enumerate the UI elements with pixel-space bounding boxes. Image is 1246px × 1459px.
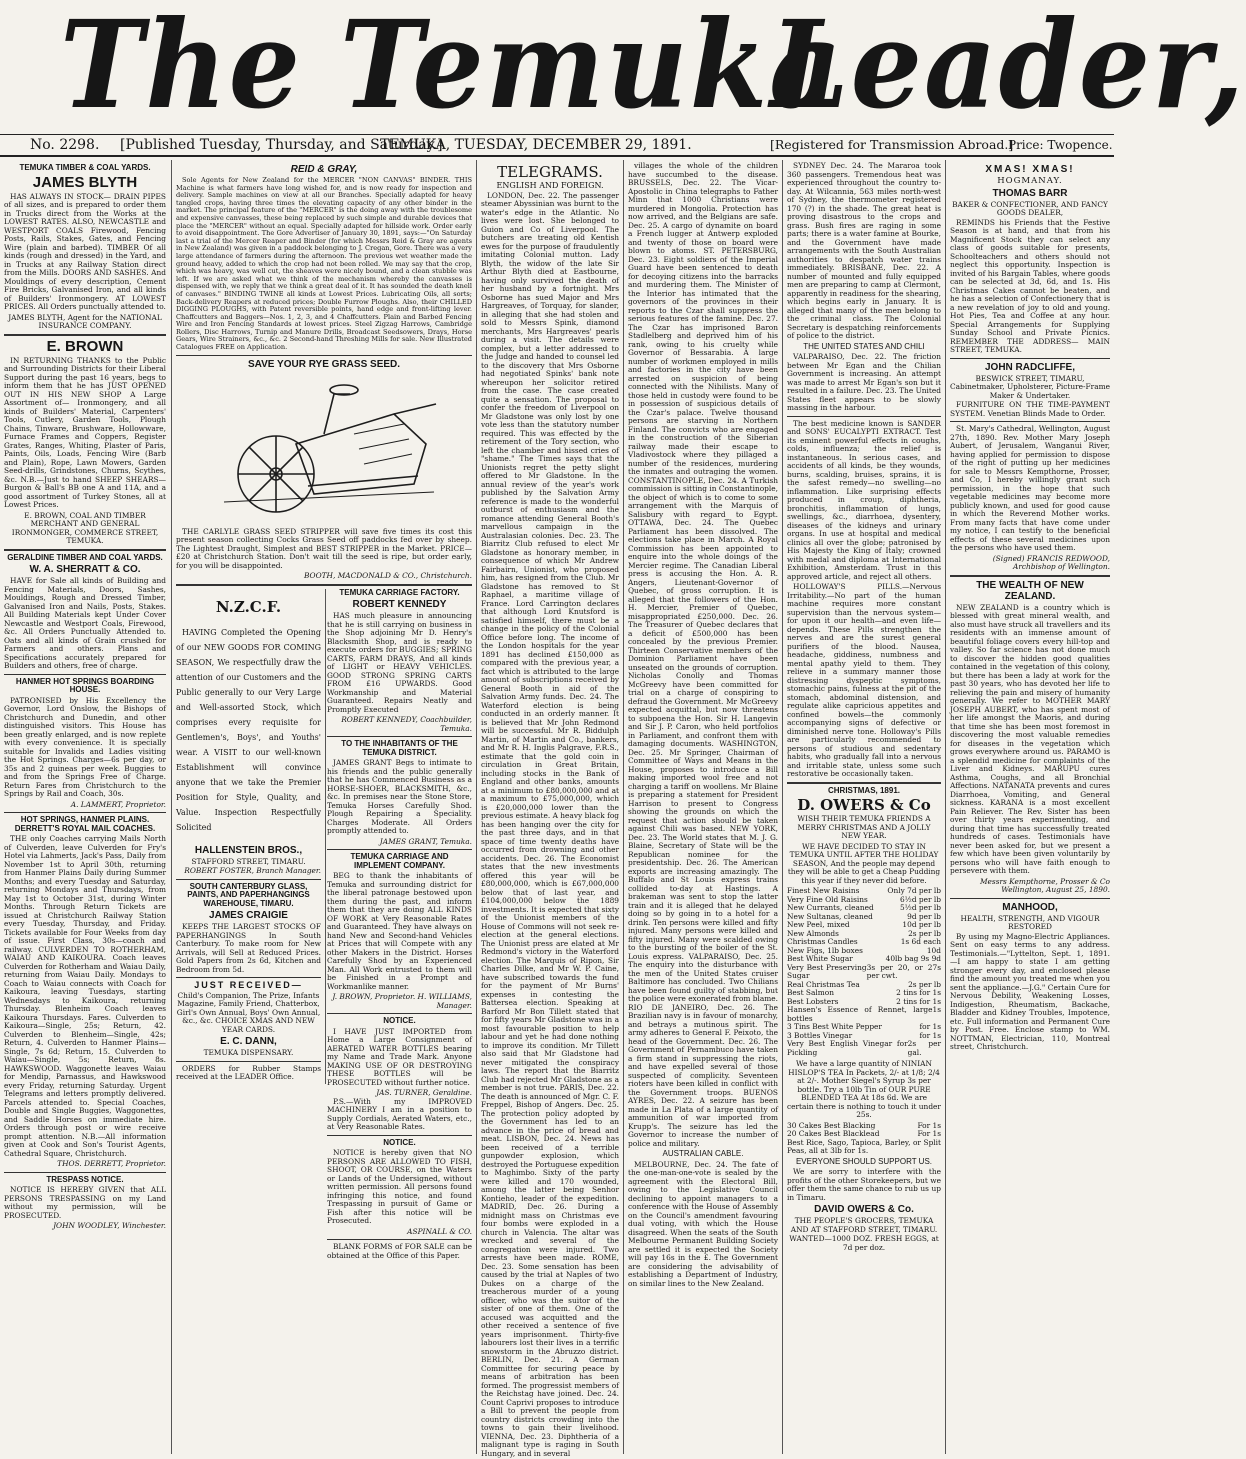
trespass-body: NOTICE IS HEREBY GIVEN that ALL PERSONS TRESPASSING on my Land without my permission, will be PROSECUTED. xyxy=(4,1185,166,1220)
price-value: 2s per lb xyxy=(908,979,941,989)
radcliffe-body: FURNITURE ON THE TIME-PAYMENT SYSTEM. Venetian Blinds Made to Order. xyxy=(950,400,1110,418)
hanmer-body: PATRONISED by His Excellency the Governor, Lord Onslow, the Bishops of Christchurch and Dunedin, and other distinguished visitors. This House has been greatly enlarged, and is now replete with every convenience. It is specially suitable for Invalids and Ladies visiting the Hot Springs. Charges—6s per day, or 35s and 2 guineas per week. Buggies to and from the Springs Free of Charge. Return Fares from Christchurch to the Springs by Rail and Coach, 30s. xyxy=(4,695,166,798)
price-item: New Peel, mixed xyxy=(787,920,850,929)
price-value: 5½d per lb xyxy=(899,903,941,912)
sherratt-body: HAVE for Sale all kinds of Building and Fencing Materials, Doors, Sashes, Mouldings, Rough and Dressed Timber, Galvanised Iron and Nails, Posts, Stakes. All Building Materials kept Under Cover Newcastle and Westport Coals, Firewood, &c. All Orders Punctually Attended to. Oats and all kinds of Grain crushed for Farmers and others. Plans and Specifications accurately prepared for Builders and others, free of charge. xyxy=(4,576,166,670)
price-value: 2s per lb xyxy=(908,928,941,938)
owers-stay-notice: WE HAVE DECIDED TO STAY IN TEMUKA UNTIL AFTER THE HOLIDAY SEASON, And the people may depend they will be able to get a Cheap Pudding this year if they never did before. xyxy=(787,841,941,885)
blyth-body: HAS ALWAYS IN STOCK— DRAIN PIPES of all sizes, and is prepared to order them in Trucks direct from the Works at the LOWEST RATES. ALSO, NEWCASTLE and WESTPORT COALS Firewood, Fencing Posts, Rails, Stakes, Gates, and Fencing Wire (plain and barbed). TIMBER Of all kinds (rough and dressed) in the Yard, and in Trucks at any Railway Station direct from the Mills. DOORS AND SASHES. And Mouldings of every description, Cement Fire Bricks, Galvanised Iron, and all kinds of Builders' Ironmongery. AT LOWEST PRICES. All Orders punctually attended to. xyxy=(4,191,166,311)
masthead-title-leader: Leader, xyxy=(770,0,1246,137)
radcliffe-subheading: BESWICK STREET, TIMARU, Cabinetmaker, Upholsterer, Picture-Frame Maker & Undertaker. xyxy=(950,373,1110,400)
owers2-address: THE PEOPLE'S GROCERS, TEMUKA AND AT STAFFORD STREET, TIMARU. xyxy=(790,1216,938,1234)
divider xyxy=(787,416,941,417)
column-rule xyxy=(945,160,946,1454)
divider xyxy=(4,549,166,551)
wealth-body: NEW ZEALAND is a country which is blessed with great mineral wealth, and also must have struck all travellers and its residents with an immense amount of beautiful foliage covers every hill-top and valley. So far science has not done much to discover the hidden good qualities contained in the vegetation of this colony, but there has been a lady at work for the past 30 years, who has devoted her life to relieving the pain and misery of humanity generally. We refer to MOTHER MARY JOSEPH AUBERT, who has spent most of her life amongst the Maoris, and during that time she has been most foremost in discovering the most valuable remedies for diseases in the vegetation which grows everywhere around us. PARAMO is a splendid medicine for complaints of the Liver and Kidneys. MARUPU cures Asthma, Coughs, and all Bronchial Affections. NATANATA prevents and cures Diarrhoea, Vomiting, and General sickness. KARANA is a most excellent Pain Reliever. The Rev. Sister has been over thirty years experimenting, and during that time has successfully treated hundreds of cases. Testimonials have never been asked for, but we present a few which have been given voluntarily by persons who will have faith enough to persevere with them. xyxy=(950,602,1110,875)
brown-body: IN RETURNING THANKS to the Public and Surrounding Districts for their Liberal Support during the past 16 years, begs to inform them that he has JUST OPENED OUT IN HIS NEW SHOP A Large Assortment of— Ironmongery, and all kinds of Builders' Material, Carpenters' Tools, Cutlery, Garden Tools, Plough Chains, Tinware, Brushware, Hollowware, Furnace Frames and Coppers, Register Grates, Ranges, Whiting, Plaster of Paris, Paints, Oils, Loads, Fencing Wire (Barb and Plain), Rope, Lawn Mowers, Garden Seed-drills, Grindstones, Churns, Scythes, &c. N.B.—Just to hand SHEEP SHEARS— Burgon & Ball's BB one A and 11A, and a good assortment of Turkey Stones, all at Lowest Prices. xyxy=(4,355,166,509)
save-seed-heading: SAVE YOUR RYE GRASS SEED. xyxy=(247,358,401,370)
column-3-block xyxy=(327,589,472,1261)
chili-body: VALPARAISO, Dec. 22. The friction between Mr Egan and the Chilian Government is increasing. An attempt was made to arrest Mr Egan's son but it resulted in a failure. Dec. 23. The United States fleet appears to be slowly massing in the harbour. xyxy=(787,352,941,412)
price-list xyxy=(787,887,941,1057)
price-item: New Sultanas, cleaned xyxy=(787,911,873,921)
column-rule xyxy=(782,160,783,1454)
column-6 xyxy=(787,162,941,1452)
price-value: 1s xyxy=(932,1005,941,1014)
archbishop-letter: St. Mary's Cathedral, Wellington, August 27th, 1890. Rev. Mother Mary Joseph Aubert, of Jerusalem, Wanganui River, having applied for permission to dispose of the right of putting up her medicines for sale to Messrs Kempthorne, Prosser, and Co, I hereby willingly grant such permission, in the hope that such vegetable medicines may become more publicly known, and used for good cause in which the Reverend Mother works. From many facts that have come under my notice, I can testify to the beneficial effects of these several medicines upon the persons who have used them. xyxy=(950,424,1110,552)
coach-body: THE only Coaches carrying Mails North of Culverden, leave Culverden for Fry's Hotel via Lahmerts, Jack's Pass, Daily from November 1st to April 30th, returning from Hanmer Plains Daily during Summer Months; and every Tuesday and Saturday, returning Mondays and Thursdays, from May 1st to October 31st, during Winter Months. Through Return Tickets are issued at Christchurch Railway Station every Tuesday, Thursday, and Friday. Tickets available for Four Weeks from day of issue. First Class, 30s—coach and railway. CULVERDEN TO ROTHERHAM, WAIAU AND KAIKOURA. Coach leaves Culverden for Rotherham and Waiau Daily, returning from Waiau Daily. Mondays to Coach to Waiau connects with Coach for Kaikoura, leaving Tuesdays, starting Wednesdays to Kaikoura, returning Thursday. Blenheim Coach leaves Kaikoura Thursdays. Fares. Culverden to Kaikoura—Single, 25s; Return, 42. Culverden to Blenheim—Single, 42s; Return, 4. Culverden to Hanmer Plains—Single, 7s 6d; Return, 15. Culverden to Waiau—Single, 5s; Return, 8s. HAWKSWOOD. Waggonette leaves Waiau for Mendip, Parnassus, and Hawkswood every Friday, returning Saturday. Urgent Telegrams and letters promptly delivered. Parcels attended to. Special Coaches, Double and Single Buggies, Waggonettes, and Saddle Horses on immediate hire. Orders through post or wire receive prompt attention. N.B.—All information given at Cook and Son's Tourist Agents, Cathedral Square, Christchurch. xyxy=(4,834,166,1158)
chili-heading: THE UNITED STATES AND CHILI xyxy=(803,341,925,351)
seed-stripper-illustration xyxy=(204,374,444,524)
masthead xyxy=(0,0,1246,137)
grant-signature: JAMES GRANT, Temuka. xyxy=(379,836,472,846)
grant-body: JAMES GRANT Begs to intimate to his friends and the public generally that he has Commenced Business as a HORSE-SHOER, BLACKSMITH, &c., &c. In premises near the Stone Store, Temuka Horses Carefully Shod. Plough Repairing a Speciality. Charges Moderate. All Orders promptly attended to. xyxy=(327,758,472,836)
masthead-title-the: The xyxy=(60,0,303,137)
grant-heading: TO THE INHABITANTS OF THE TEMUKA DISTRICT. xyxy=(341,739,458,757)
price-item: Best Rice, Sago, Tapioca, Barley, or Split Peas, all at 3lb for 1s. xyxy=(787,1137,941,1155)
bottles-notice-ps: P.S.—With my IMPROVED MACHINERY I am in a position to Supply Cordials, Aerated Waters, etc., at Very Reasonable Rates. xyxy=(327,1096,472,1132)
price-value: 1s 6d each xyxy=(900,937,941,946)
trespass-fishing-body: NOTICE is hereby given that NO PERSONS ARE ALLOWED TO FISH, SHOOT, OR COURSE, on the Waters or Lands of the Undersigned, without written permission. All persons found infringing this notice, and found Trespassing in pursuit of Game or Fish after this notice will be Prosecuted. xyxy=(327,1148,472,1226)
owers-greeting: WISH THEIR TEMUKA FRIENDS A MERRY CHRISTMAS AND A JOLLY NEW YEAR. xyxy=(797,814,931,840)
price-row xyxy=(787,1006,941,1023)
divider xyxy=(327,1135,472,1136)
dann-subheading: TEMUKA DISPENSARY. xyxy=(203,1048,294,1058)
price-item: Very Best Preserving Sugar xyxy=(787,962,867,980)
price-item: New Almonds xyxy=(787,928,839,938)
hogmanay-heading: HOGMANAY. xyxy=(997,176,1063,186)
price-value: 3s per 20, or 27s per cwt. xyxy=(866,962,941,980)
price-item: Best Salmon xyxy=(787,988,834,997)
divider xyxy=(176,584,472,586)
divider xyxy=(950,898,1110,899)
dateline xyxy=(0,134,1114,157)
hallenstein-heading: HALLENSTEIN BROS., xyxy=(194,844,303,856)
column-rule xyxy=(476,160,477,1454)
blyth-heading: TEMUKA TIMBER & COAL YARDS. xyxy=(19,163,151,172)
australian-cable-heading: AUSTRALIAN CABLE. xyxy=(662,1149,744,1158)
price-row xyxy=(787,1040,941,1057)
column-7 xyxy=(950,162,1110,1452)
masthead-title-temuka: Temuka xyxy=(340,0,844,137)
price-item: Very Fine Old Raisins xyxy=(787,894,868,904)
price-value: 2 tins for 1s xyxy=(896,996,941,1006)
barr-subheading: BAKER & CONFECTIONER, AND FANCY GOODS DEALER, xyxy=(952,199,1108,217)
divider xyxy=(4,1172,166,1173)
column-1 xyxy=(4,162,166,1452)
archbishop-signature: (Signed) FRANCIS REDWOOD, Archbishop of Wellington. xyxy=(992,553,1110,571)
nzcf-heading: N.Z.C.F. xyxy=(215,597,282,616)
coach-heading: HOT SPRINGS, HANMER PLAINS. DERRETT'S ROYAL MAIL COACHES. xyxy=(14,815,156,833)
implement-heading: TEMUKA CARRIAGE AND IMPLEMENT COMPANY. xyxy=(350,852,449,870)
price-row xyxy=(787,1139,941,1156)
price-value: 2 tins for 1s xyxy=(896,988,941,997)
trespass-heading: TRESPASS NOTICE. xyxy=(46,1174,124,1184)
kennedy-name: ROBERT KENNEDY xyxy=(352,599,447,611)
rubber-stamps-notice: ORDERS for Rubber Stamps received at the LEADER Office. xyxy=(176,1063,321,1082)
sydney-news-body: SYDNEY Dec. 24. The Mararoa took 360 passengers. Tremendous heat was experienced throughout the country to-day. At Wilcannia, 563 miles north-west of Sydney, the thermometer registered 170 (?) in the shade. The great heat is proving disastrous to the crops and grass. Bush fires are raging in some parts; there is a water famine at Bourke, and the Government have made arrangements with the South Australian authorities to despatch water trains immediately. BRISBANE, Dec. 22. A number of mounted and fully equipped men are preparing to camp at Clermont, apparently in readiness for the shearing, which begins early in January. It is alleged that many of the men belong to the criminal class. The Colonial Secretary is despatching reinforcements of police to the district. xyxy=(787,161,941,340)
price-item: Best Lobsters xyxy=(787,996,839,1006)
price-item: 20 Cakes Best Blacklead xyxy=(787,1129,880,1138)
coach-signature: THOS. DERRETT, Proprietor. xyxy=(57,1159,166,1168)
sander-advert: The best medicine known is SANDER and SONS' EUCALYPTI EXTRACT. Test its eminent powerful effects in coughs, colds, influenza; the relief is instantaneous. In serious cases, and accidents of all kinds, be they wounds, burns, scalding, bruises, sprains, it is the safest remedy—no swelling—no inflammation. Like surprising effects produced in croup, diphtheria, bronchitis, inflammation of lungs, swellings, &c., diarrhoea, dysentery, diseases of the kidneys and urinary organs. In use at hospital and medical clinics all over the globe; patronised by His Majesty the King of Italy; crowned with medal and diploma at International Exhibition, Amsterdam. Trust in this approved article, and reject all others. xyxy=(787,418,941,581)
price-item: New Figs, 1lb boxes xyxy=(787,945,863,955)
blyth-signature: JAMES BLYTH, Agent for the NATIONAL INSURANCE COMPANY. xyxy=(8,312,162,330)
price-item: Christmas Candles xyxy=(787,937,858,946)
price-value: 40lb bag 9s 9d xyxy=(885,954,941,963)
brown-name: E. BROWN xyxy=(46,337,124,355)
barr-name: THOMAS BARR xyxy=(992,187,1068,199)
telegrams-heading: TELEGRAMS. xyxy=(497,163,603,181)
publication-days: [Published Tuesday, Thursday, and Saturday.] xyxy=(120,137,443,153)
dann-heading: E. C. DANN, xyxy=(220,1036,277,1048)
price-value: For 1s xyxy=(917,1120,941,1130)
divider xyxy=(950,358,1110,359)
divider xyxy=(4,812,166,813)
wealth-signature: Messrs Kempthorne, Prosser & Co Wellington, August 25, 1890. xyxy=(979,876,1110,894)
price-value: Only 7d per lb xyxy=(887,886,941,895)
ninian-tea-notice: We have a large quantity of NINIAN HISLOP'S TEA In Packets, 2/- at 1/8; 2/4 at 2/-. Mother Siegel's Syrup 3s per bottle. Try a 10lb Tin of OUR PURE BLENDED TEA At 18s 6d. We are certain there is nothing to touch it under 25s. xyxy=(787,1059,941,1119)
price-item: Hansen's Essence of Rennet, large bottles xyxy=(787,1005,933,1023)
carlyle-body: THE CARLYLE GRASS SEED STRIPPER will save five times its cost this present season collecting Cocks Grass Seed off paddocks fed over by sheep. The Lightest Draught, Simplest and BEST STRIPPER in the Market. PRICE—£20 at Christchurch Station. Don't wait till the seed is ripe, but order early, for you will be disappointed. xyxy=(176,526,472,570)
price-value: for 1s xyxy=(919,1022,941,1031)
price-item: 3 Tins Best White Pepper xyxy=(787,1022,882,1031)
divider xyxy=(4,674,166,675)
price-value: 10d per lb xyxy=(902,920,941,929)
column-rule xyxy=(623,160,624,1454)
notice-heading: NOTICE. xyxy=(383,1137,416,1147)
blyth-name: JAMES BLYTH xyxy=(32,173,138,191)
price-item: Finest New Raisins xyxy=(787,886,860,895)
sherratt-heading: GERALDINE TIMBER AND COAL YARDS. xyxy=(7,552,163,562)
telegrams-body: LONDON, Dec. 22. The passenger steamer Abyssinian was burnt to the water's edge in the Atlantic. No lives were lost. She belonged to Guion and Co of Liverpool. The butchers are treating old Kentish ewes for the purpose of fraudulently imitating Colonial mutton. Lady Blyth, the widow of the late Sir Arthur Blyth died at Eastbourne, having only survived the death of her husband by a fortnight. Mrs Osborne has sued Major and Mrs Hargreaves, of Torquay, for slander, in alleging that she had stolen and sold to Messrs Spink, diamond merchants, Mrs Hargreaves' pearls during a visit. The details were complex, but a letter addressed to the Judge and handed to counsel led to the discovery that Mrs Osborne had negotiated Spinks' bank note whereupon her solicitor retired from the case. The case created quite a sensation. The proposal to confer the freedom of Liverpool on Mr Gladstone was only lost by one vote less than the statutory number required. This was effected by the retirement of the Tory section, who left the chamber and hissed cries of "shame." The Times says that the Unionists regret the petty slight offered to Mr Gladstone. In the annual review of the year's work published by the Salvation Army reference is made to the wonderful outburst of enthusiasm and the romance attending General Booth's marvellous campaign in the Australasian colonies. Dec. 23. The Biarritz Club refused to elect Mr Gladstone as honorary member, in consequence of which Mr Andrew Fairbairn, Unionist, who proposed him, has resigned from the Club. Mr Gladstone has removed to St Raphael, a maritime village of France. Lord Carrington declares that although Lord Knutsford is satisfied himself, there must be a change in the policy of the Colonial Office before long. The income of the London hospitals for the year 1891 has declined £150,000 as compared with the previous year, a fact which is attributed to the large amount of subscriptions received by General Booth in aid of the Salvation Army funds. Dec. 24. The Waterford election is being conducted in an orderly manner. It is believed that Mr John Redmond will be successful. Mr R. Biddulph Martin, of Martin and Co., bankers, and Mr R. H. Inglis Palgrave, F.R.S., estimate that the gold coin in circulation in Great Britain, including stocks in the Bank of England and other banks, amounts at a minimum to £80,000,000 and at a maximum to £75,000,000, which is £20,000,000 lower than the previous estimate. A heavy black fog has been hanging over the city for the past three days, and in that space of time twenty deaths have occurred from drowning and other accidents. Dec. 26. The Economist states that the new investments offered this year will be £80,000,000, which is £67,000,000 below that of last year, and £104,000,000 below the 1889 investments. It is expected that sixty of the Unionist members of the House of Commons will not seek re-election at the general elections. The Unionist press are elated at Mr Redmond's victory in the Waterford election. The Marquis of Ripon, Sir Charles Dilke, and Mr W. P. Caine, have subscribed towards the fund for the payment of Mr Burns' expenses in contesting the Battersea election. Speaking at Barford Mr Bon Tillett stated that for fifty years Mr Gladstone was in a most favourable position to help labour and yet he had done nothing to improve its condition. Mr Tillett also said that Mr Gladstone had never mitigated the conspiracy laws. The report that the Biarritz Club had rejected Mr Gladstone as a member is not true. PARIS, Dec. 22. The death is announced of Mgr. C. F. Freppel, Bishop of Angers. Dec. 25. The protection policy adopted by the Government has led to an advance in the price of bread and meat. LISBON, Dec. 24. News has been received of a terrible gunpowder explosion, which destroyed the Portuguese expedition to Maghimbo. Sixty of the party were killed and 170 wounded, among the latter being Senhor Kontieho, leader of the expedition. MADRID, Dec. 26. During a midnight mass on Christmas eve four bombs were exploded in a church in Valencia. The altar was wrecked and several of the congregation were injured. Two arrests have been made. ROME, Dec. 23. Some sensation has been caused by the trial at Naples of two Dukes on a charge of the treacherous murder of a young officer, who was the suitor of the sister of one of them. One of the accused was acquitted and the other received a sentence of five years imprisonment. Thirty-five labourers lost their lives in a terrific snowstorm in the Abruzzo district. BERLIN, Dec. 21. A German Committee for securing peace by means of arbitration has been formed. The progressist members of the Reichstag have joined. Dec. 24. Count Caprivi proposes to introduce a Bill to prevent the people from country districts crowding into the towns to gain their livelihood. VIENNA, Dec. 23. Diphtheria of a malignant type is raging in South Hungary, and in several xyxy=(481,190,619,1458)
divider xyxy=(176,879,321,880)
nzcf-body: HAVING Completed the Opening of our NEW GOODS FOR COMING SEASON, We respectfully draw the attention of our Customers and the Public generally to our Very Large and Well-assorted Stock, which comprises every requisite for Gentlemen's, Boys', and Youths' wear. A VISIT to our well-known Establishment will convince anyone that we take the Premier Position for Style, Quality, and Value. Inspection Respectfully Solicited xyxy=(176,627,321,832)
price-value: 6½d per lb xyxy=(899,894,941,904)
reid-gray-body: Sole Agents for New Zealand for the MERCER "NON CANVAS" BINDER. THIS Machine is what farmers have long wished for, and is now ready for inspection and delivery. Sample machines on view at all our Branches. Specially adapted for heavy tangled crops, having three times the elevating capacity of any other binder in the market. The principal feature of the "MERCER" is the doing away with the troublesome and expensive canvasses, these being replaced by such simple and durable devices that place the "MERCER" without an equal. Specially adapted for hillside work. Order early to avoid disappointment. The Gore Advertiser of January 30, 1891, says:—"On Saturday last a trial of the Mercer Reaper and Binder (for which Messrs Reid & Gray are agents in New Zealand) was given in a paddock belonging to J. Cregan, Gore. There was a very large attendance of farmers during the afternoon. The previous wet weather made the ground heavy, added to which the crop had not been rolled. We may say that the crop, which was heavy, was well cut, the sheaves were nicely bound, and a clean stubble was left. If we are asked what we think of the mechanism whereby the canvasses is dispensed with, we reply that we think a great deal of it. It has sounded the death knell of canvases." BINDING TWINE all kinds at Lowest Prices. Lubricating Oils, all sorts; Back-delivery Reapers at reduced prices; Double Furrow Ploughs. Also, their CHILLED DIGGING PLOUGHS, with Patent reversible points, hand edge and front-lifting lever. Chaffcutters and Baggers—Nos. 1, 2, 3, and 4 Chaffcutters. Plain and Barbed Fencing Wire and Iron Fencing Standards at lowest prices. Steel Zigzag Harrows, Cambridge Rollers, Disc Harrows, Turnip and Manure Drills, Broadcast Seedsowers, Drays, Horse Gears, Wire Strainers, &c., &c. 2 Second-hand Threshing Mills for sale. New Illustrated Catalogues FREE on Application. xyxy=(176,176,472,352)
column-telegrams xyxy=(481,162,619,1458)
divider xyxy=(327,1013,472,1014)
price-value: 10d xyxy=(926,945,941,955)
column-2 xyxy=(176,162,472,1452)
issue-date: TEMUKA, TUESDAY, DECEMBER 29, 1891. xyxy=(380,137,692,153)
divider xyxy=(787,782,941,784)
issue-price: Price: Twopence. xyxy=(1008,138,1113,152)
implement-body: BEG to thank the inhabitants of Temuka and surrounding district for the liberal patronage bestowed upon them during the past, and inform them that they are doing ALL KINDS OF WORK at Very Reasonable Rates and Guaranteed. They have always on hand New and Second-hand Vehicles at Prices that will Compete with any other Makers in the District. Horses Carefully Shod by an Experienced Man. All Work entrusted to them will be Finished in a Prompt and Workmanlike manner. xyxy=(327,871,472,991)
divider xyxy=(950,575,1110,577)
nzcf-block xyxy=(176,589,326,1084)
price-list-2 xyxy=(787,1122,941,1156)
column-5 xyxy=(628,162,778,1452)
wanted-eggs: WANTED—1000 DOZ. FRESH EGGS, at 7d per doz. xyxy=(789,1234,939,1252)
manhood-subheading: HEALTH, STRENGTH, AND VIGOUR RESTORED xyxy=(960,913,1100,931)
received-heading: JUST RECEIVED— xyxy=(194,980,303,991)
radcliffe-name: JOHN RADCLIFFE, xyxy=(985,361,1075,373)
price-item: Very Best English Vinegar for Pickling xyxy=(787,1039,908,1057)
sherratt-name: W. A. SHERRATT & CO. xyxy=(29,564,141,575)
divider xyxy=(176,355,472,356)
hallenstein-address: STAFFORD STREET, TIMARU. xyxy=(191,856,306,866)
trespass-signature: JOHN WOODLEY, Winchester. xyxy=(53,1221,166,1230)
price-value: for 1s xyxy=(919,1030,941,1040)
divider xyxy=(4,334,166,336)
foreign-news-body: villages the whole of the children have succumbed to the disease. BRUSSELS, Dec. 22. The Vicar-Apostolic in China telegraphs to Father Minn that 1000 Christians were murdered in Mongolia. Protection has now arrived, and the Belgians are safe. Dec. 25. A cargo of dynamite on board a French lugger at Antwerp exploded and twenty of those on board were blown to atoms. ST. PETERSBURG, Dec. 23. Eight soldiers of the Imperial Guard have been sentenced to death for decoying citizens into the barracks and murdering them. The Minister of the Interior has intimated that the governors of the provinces in their reports to the Czar shall suppress the serious features of the famine. Dec. 27. The Czar has imprisoned Baron Stadlelberg and deprived him of his rank, owing to his cruelty while Governor of Bessarabia. A large number of workmen employed in mills and factories in the city have been arrested on suspicion of being connected with the Nihilists. Many of those held in custody were found to be in possession of suspicious details of the Czar's palace. Twelve thousand persons are starving in Northern Finland. The convicts who are engaged in the construction of the Siberian railway made their escape to Vladivostock where they pillaged a number of the residences, murdering the inmates and outraging the women. CONSTANTINOPLE, Dec. 24. A Turkish commission is sitting in Constantinople, the object of which is to come to some arrangement with the Marquis of Salisbury with regard to Egypt. OTTAWA, Dec. 24. The Quebec Parliament has been dissolved. The elections take place in March. A Royal Commission has been appointed to enquire into the whole doings of the Mercier regime. The Canadian Liberal press is accusing the Hon. A. R. Angers, Lieutenant-Governor of Quebec, of gross corruption. It is alleged that the followers of the Hon. H. Mercier, Premier of Quebec, misappropriated £250,000. Dec. 26. The Treasurer of Quebec declares that a deficit of £500,000 has been concealed by the previous Premier. Thirteen Conservative members of the Dominion Parliament have been unseated on the grounds of corruption. Nicholas Conolly and Thomas McGreevy have been committed for trial on a charge of conspiring to defraud the Government. Mr McGreevy expected acquittal, but now threatens to subpoena the Hon. Sir H. Langevin and Sir J. P. Caron, who held portfolios in Parliament, and confront them with damaging documents. WASHINGTON, Dec. 25. Mr Springer, Chairman of Committee of Ways and Means in the House, proposes to introduce a Bill making imported wool free and not charging a tariff on woollens. Mr Blaine is preparing a statement for President Harrison to present to Congress showing the grounds on which the request that action should be taken against Chili was based. NEW YORK, Dec. 23. The World states that M. J. G. Blaine, Secretary of State will be the Republican nominee for the presidentship. Dec. 26. The American exports are increasing amazingly. The Buffalo and St Louis express trains collided to-day at Hastings. A brakeman was sent to stop the latter train and it is alleged that he delayed doing so by going in to a hotel for a drink. Ten persons were killed and fifty injured. Many persons were killed and fifty injured. Many were scalded owing to the bursting of the boiler of the St. Louis express. VALPARAISO, Dec. 25. The enquiry into the disturbance with the men of the United States cruiser Baltimore has concluded. Two Chilians have been found guilty of stabbing, but the police were exonerated from blame. RIO DE JANEIRO, Dec. 26. The Brazilian navy is in favour of monarchy, and betrays a mutinous spirit. The army adheres to General F. Peixoto, the head of the Government. Dec. 26. The Government of Pernambuco have taken a firm stand in suppressing the riots, and have expelled several of those suspected of complicity. Seventeen rioters have been killed in conflict with the Government troops. BUENOS AYRES, Dec. 22. A seizure has been made in La Plata of a large quantity of ammunition of war imported from Krupp's. The seizure has led the Governor to increase the number of police and military. xyxy=(628,161,778,1148)
received-body: Child's Companion, The Prize, Infants Magazine, Family Friend, Chatterbox, Girl's Own Annual, Boys' Own Annual, &c., &c. CHOICE XMAS AND NEW YEAR CARDS. xyxy=(176,990,321,1034)
hallenstein-signature: ROBERT FOSTER, Branch Manager. xyxy=(184,866,321,876)
divider xyxy=(327,1239,472,1240)
column-rule xyxy=(171,160,172,1454)
manhood-heading: MANHOOD, xyxy=(1002,901,1058,913)
price-item: 3 Bottles Vinegar xyxy=(787,1030,853,1040)
bottles-notice-signature: JAS. TURNER, Geraldine. xyxy=(376,1088,472,1098)
australian-cable-body: MELBOURNE, Dec. 24. The fate of the one-man-one-vote is sealed by the agreement with the Electoral Bill, owing to the Legislative Council declining to appoint managers to a conference with the House of Assembly on the Council's amendment favouring dual voting, with which the House disagreed. When the seats of the South Melbourne Permanent Building Society are settled it is expected the Society will pay 16s in the £. The Government are considering the advisability of establishing a Department of Industry, on similar lines to the New Zealand. xyxy=(628,1159,778,1288)
price-value: For 1s xyxy=(917,1129,941,1138)
brown-signature: E. BROWN, COAL AND TIMBER MERCHANT AND GENERAL IRONMONGER, COMMERCE STREET, TEMUKA. xyxy=(11,510,159,545)
kennedy-body: HAS much pleasure in announcing that he is still carrying on business in the Shop adjoining Mr D. Henry's Blacksmith Shop, and is ready to execute orders for BUGGIES; SPRING CARTS, FARM DRAYS, And all kinds of LIGHT or HEAVY VEHICLES. GOOD STRONG SPRING CARTS FROM £16 UPWARDS. Good Workmanship and Material Guaranteed. Repairs Neatly and Promptly Executed xyxy=(327,611,472,714)
divider xyxy=(176,1061,321,1062)
divider xyxy=(950,421,1110,422)
barr-body: REMINDS his Friends that the Festive Season is at hand, and that from his Magnificent Stock they can select any class of goods suitable for presents, Schoolteachers and others should not neglect this opportunity. Inspection is invited of his Bargain Tables, where goods can be selected at 3d, 6d, and 1s. His Christmas Cakes cannot be beaten, and he has a selection of Confectionery that is a new revelation of joy to old and young. Hot Pies, Tea and Coffee at any hour. Special Arrangements for Supplying Sunday School and Private Picnics. REMEMBER THE ADDRESS— MAIN STREET, TEMUKA. xyxy=(950,217,1110,354)
glass-heading: SOUTH CANTERBURY GLASS, PAINTS, AND PAPERHANGINGS WAREHOUSE, TIMARU. xyxy=(187,881,310,908)
divider xyxy=(176,977,321,978)
support-heading: EVERYONE SHOULD SUPPORT US. xyxy=(795,1156,933,1166)
wealth-heading: THE WEALTH OF NEW ZEALAND. xyxy=(976,579,1084,602)
carriage-factory-heading: TEMUKA CARRIAGE FACTORY. xyxy=(339,587,460,597)
blank-forms-notice: BLANK FORMS of FOR SALE can be obtained at the Office of this Paper. xyxy=(327,1242,472,1260)
price-item: 30 Cakes Best Blacking xyxy=(787,1120,876,1130)
carlyle-signature: BOOTH, MACDONALD & CO., Christchurch. xyxy=(303,571,472,581)
implement-signature: J. BROWN, Proprietor. H. WILLIAMS, Manager. xyxy=(332,992,472,1010)
trespass-fishing-signature: ASPINALL & CO. xyxy=(407,1226,472,1236)
xmas-heading: XMAS! XMAS! xyxy=(985,164,1075,175)
hanmer-heading: HANMER HOT SPRINGS BOARDING HOUSE. xyxy=(15,676,155,694)
price-row xyxy=(787,964,941,981)
reid-gray-heading: REID & GRAY, xyxy=(290,164,358,175)
bottles-notice-body: I HAVE JUST IMPORTED from Home a Large Consignment of AERATED WATER BOTTLES bearing my Name and Trade Mark. Anyone MAKING USE OF OR DESTROYING THESE BOTTLES will be PROSECUTED without further notice. xyxy=(327,1026,472,1087)
price-value: 2s per gal. xyxy=(907,1039,941,1057)
christmas-heading: CHRISTMAS, 1891. xyxy=(827,785,901,795)
price-item: Real Christmas Tea xyxy=(787,979,860,989)
craigie-heading: JAMES CRAIGIE xyxy=(209,910,288,922)
holloway-advert: HOLLOWAY'S PILLS.—Nervous Irritability.—No part of the human machine requires more constant supervision than the nervous system—for upon it our health—and even life—depends. These Pills strengthen the nerves and are the surest general purifiers of the blood. Nausea, headache, giddiness, numbness and mental apathy yield to them. They relieve in a summary manner those distressing dyspeptic symptoms, stomachic pains, fulness at the pit of the stomach, abdominal distension, and regulate alike capricious appetites and confined bowels—the commonly accompanying signs of defective or diminished nerve tone. Holloway's Pills are particularly recommended to persons of studious and sedentary habits, who gradually fall into a nervous and irritable state, unless some such restorative be occasionally taken. xyxy=(787,582,941,778)
issue-number: No. 2298. xyxy=(30,137,100,153)
telegrams-subheading: ENGLISH AND FOREIGN. xyxy=(496,181,604,190)
kennedy-signature: ROBERT KENNEDY, Coachbuilder, Temuka. xyxy=(341,715,472,733)
price-item: Best White Sugar xyxy=(787,954,853,963)
divider xyxy=(327,849,472,850)
manhood-body: By using my Magno-Electric Appliances. Sent on easy terms to any address. Testimonials.—"Lyttelton, Sept. 1, 1891. —I am happy to state I am getting stronger every day, and enclosed please find the amount you treated me when you sent the appliance.—J.G." Certain Cure for Nervous Debility, Weakening Losses, Indigestion, Rheumatism, Backache, Bladder and Kidney Troubles, Impotence, etc. Full information and Permanent Cure by Post. Free. Enclose stamp to WM. NOTTMAN, Electrician, 110, Montreal street, Christchurch. xyxy=(950,931,1110,1051)
craigie-body: KEEPS THE LARGEST STOCKS OF PAPERHANGINGS In South Canterbury. To make room for New Arrivals, will Sell at Reduced Prices. Gold Papers from 2s 6d, Kitchen and Bedroom from 5d. xyxy=(176,922,321,974)
divider xyxy=(327,736,472,737)
support-body: We are sorry to interfere with the profits of the other Storekeepers, but we offer them the same chance to rub us up in Timaru. xyxy=(787,1167,941,1202)
owers2-name: DAVID OWERS & Co. xyxy=(814,1204,914,1215)
owers-name: D. OWERS & Co xyxy=(797,796,931,814)
price-value: 9d per lb xyxy=(907,911,941,921)
price-item: New Currants, cleaned xyxy=(787,903,874,912)
notice-heading: NOTICE. xyxy=(383,1016,416,1026)
hanmer-signature: A. LAMMERT, Proprietor. xyxy=(70,799,166,809)
registration-note: [Registered for Transmission Abroad.] xyxy=(770,137,1014,152)
